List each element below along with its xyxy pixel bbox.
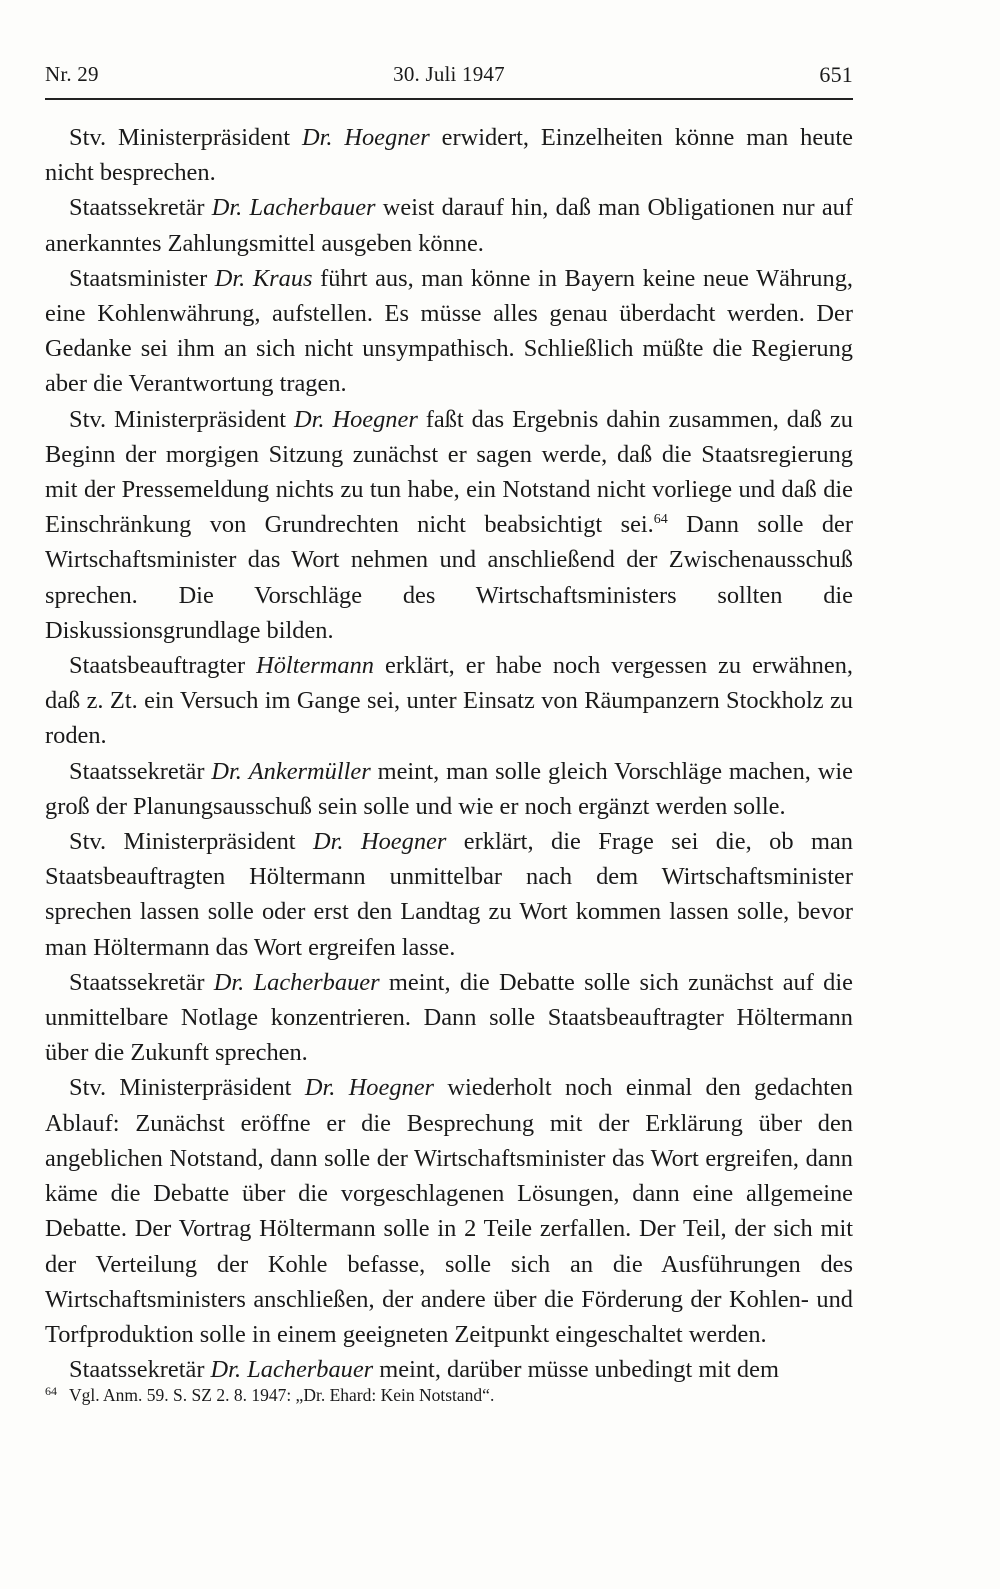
page-number: 651 [819,62,853,87]
speaker-name: Hoegner [344,124,430,151]
speaker-title: Dr. [210,1356,242,1384]
speaker-title: Dr. [304,1074,336,1102]
paragraph: Staatssekretär Dr. Lacherbauer meint, die Debatte solle sich zunächst auf die unmittelbare Notlage konzentrieren. Dann solle Staatsbeauftragter Höltermann über die Zukunft sprechen. [45,968,853,1067]
paragraph: Stv. Ministerpräsident Dr. Hoegner erwidert, Einzelheiten könne man heute nicht besprechen. [45,124,853,187]
paragraph: Staatssekretär Dr. Ankermüller meint, man solle gleich Vorschläge machen, wie groß der Planungsausschuß sein solle und wie er noch ergänzt werden solle. [45,757,853,820]
footnote-text: Vgl. Anm. 59. S. SZ 2. 8. 1947: „Dr. Ehard: Kein Notstand“. [69,1385,495,1405]
speaker-name: Ankermüller [248,757,371,785]
header-rule [45,98,853,100]
footnote-number: 64 [45,1384,57,1398]
speaker-title: Dr. [301,124,333,151]
speaker-title: Dr. [214,264,246,292]
running-header [45,62,853,98]
paragraph: Staatssekretär Dr. Lacherbauer weist darauf hin, daß man Obligationen nur auf anerkanntes Zahlungsmittel ausgeben könne. [45,194,853,257]
paragraph: Staatsbeauftragter Höltermann erklärt, er habe noch vergessen zu erwähnen, daß z. Zt. ein Versuch im Gange sei, unter Einsatz von Räumpanzern Stockholz zu roden. [45,652,853,750]
header-date: 30. Juli 1947 [393,62,505,86]
issue-number: Nr. 29 [45,62,99,86]
speaker-name: Lacherbauer [253,968,380,996]
speaker-name: Hoegner [361,828,447,856]
speaker-name: Kraus [252,264,313,292]
speaker-title: Dr. [213,968,245,996]
speaker-title: Dr. [313,828,344,856]
footnote-reference: 64 [653,512,668,528]
body-text [45,120,853,1387]
speaker-title: Dr. [294,405,325,433]
paragraph: Stv. Ministerpräsident Dr. Hoegner faßt das Ergebnis dahin zusammen, daß zu Beginn der morgigen Sitzung zunächst er sagen werde, daß die Staatsregierung mit der Pressemeldung nichts zu tun habe, ein Notstand nicht vorliege und daß die Einschränkung von Grundrechten nicht beabsichtigt sei.$^{64}$ Dann solle der Wirtschaftsminister das Wort nehmen und anschließend der Zwischenausschuß sprechen. Die Vorschläge des Wirtschaftsministers sollten die Diskussionsgrundlage bilden. [45,405,853,644]
speaker-title: Dr. [211,194,243,222]
paragraph: Stv. Ministerpräsident Dr. Hoegner erklärt, die Frage sei die, ob man Staatsbeauftragten Höltermann unmittelbar nach dem Wirtschaftsminister sprechen lassen solle oder erst den Landtag zu Wort kommen lassen solle, bevor man Höltermann das Wort ergreifen lasse. [45,828,853,961]
speaker-name: Lacherbauer [249,194,376,222]
speaker-name: Hoegner [332,405,418,433]
footnote [45,1383,853,1407]
paragraph: Staatssekretär Dr. Lacherbauer meint, darüber müsse unbedingt mit dem [69,1356,779,1384]
paragraph: Stv. Ministerpräsident Dr. Hoegner wiederholt noch einmal den gedachten Ablauf: Zunächst eröffne er die Besprechung mit der Erklärung über den angeblichen Notstand, dann solle der Wirtschaftsminister das Wort ergreifen, dann käme die Debatte über die vorgeschlagenen Lösungen, dann eine allgemeine Debatte. Der Vortrag Höltermann solle in 2 Teile zerfallen. Der Teil, der sich mit der Verteilung der Kohle befasse, solle sich an die Ausführungen des Wirtschaftsministers anschließen, der andere über die Förderung der Kohlen- und Torfproduktion solle in einem geeigneten Zeitpunkt eingeschaltet werden. [45,1074,853,1348]
paragraph: Staatsminister Dr. Kraus führt aus, man könne in Bayern keine neue Währung, eine Kohlenwährung, aufstellen. Es müsse alles genau überdacht werden. Der Gedanke sei ihm an sich nicht unsympathisch. Schließlich müßte die Regierung aber die Verantwortung tragen. [45,264,853,398]
speaker-name: Höltermann [256,652,374,680]
speaker-name: Hoegner [348,1074,435,1102]
speaker-title: Dr. [211,757,242,785]
speaker-name: Lacherbauer [247,1356,374,1384]
